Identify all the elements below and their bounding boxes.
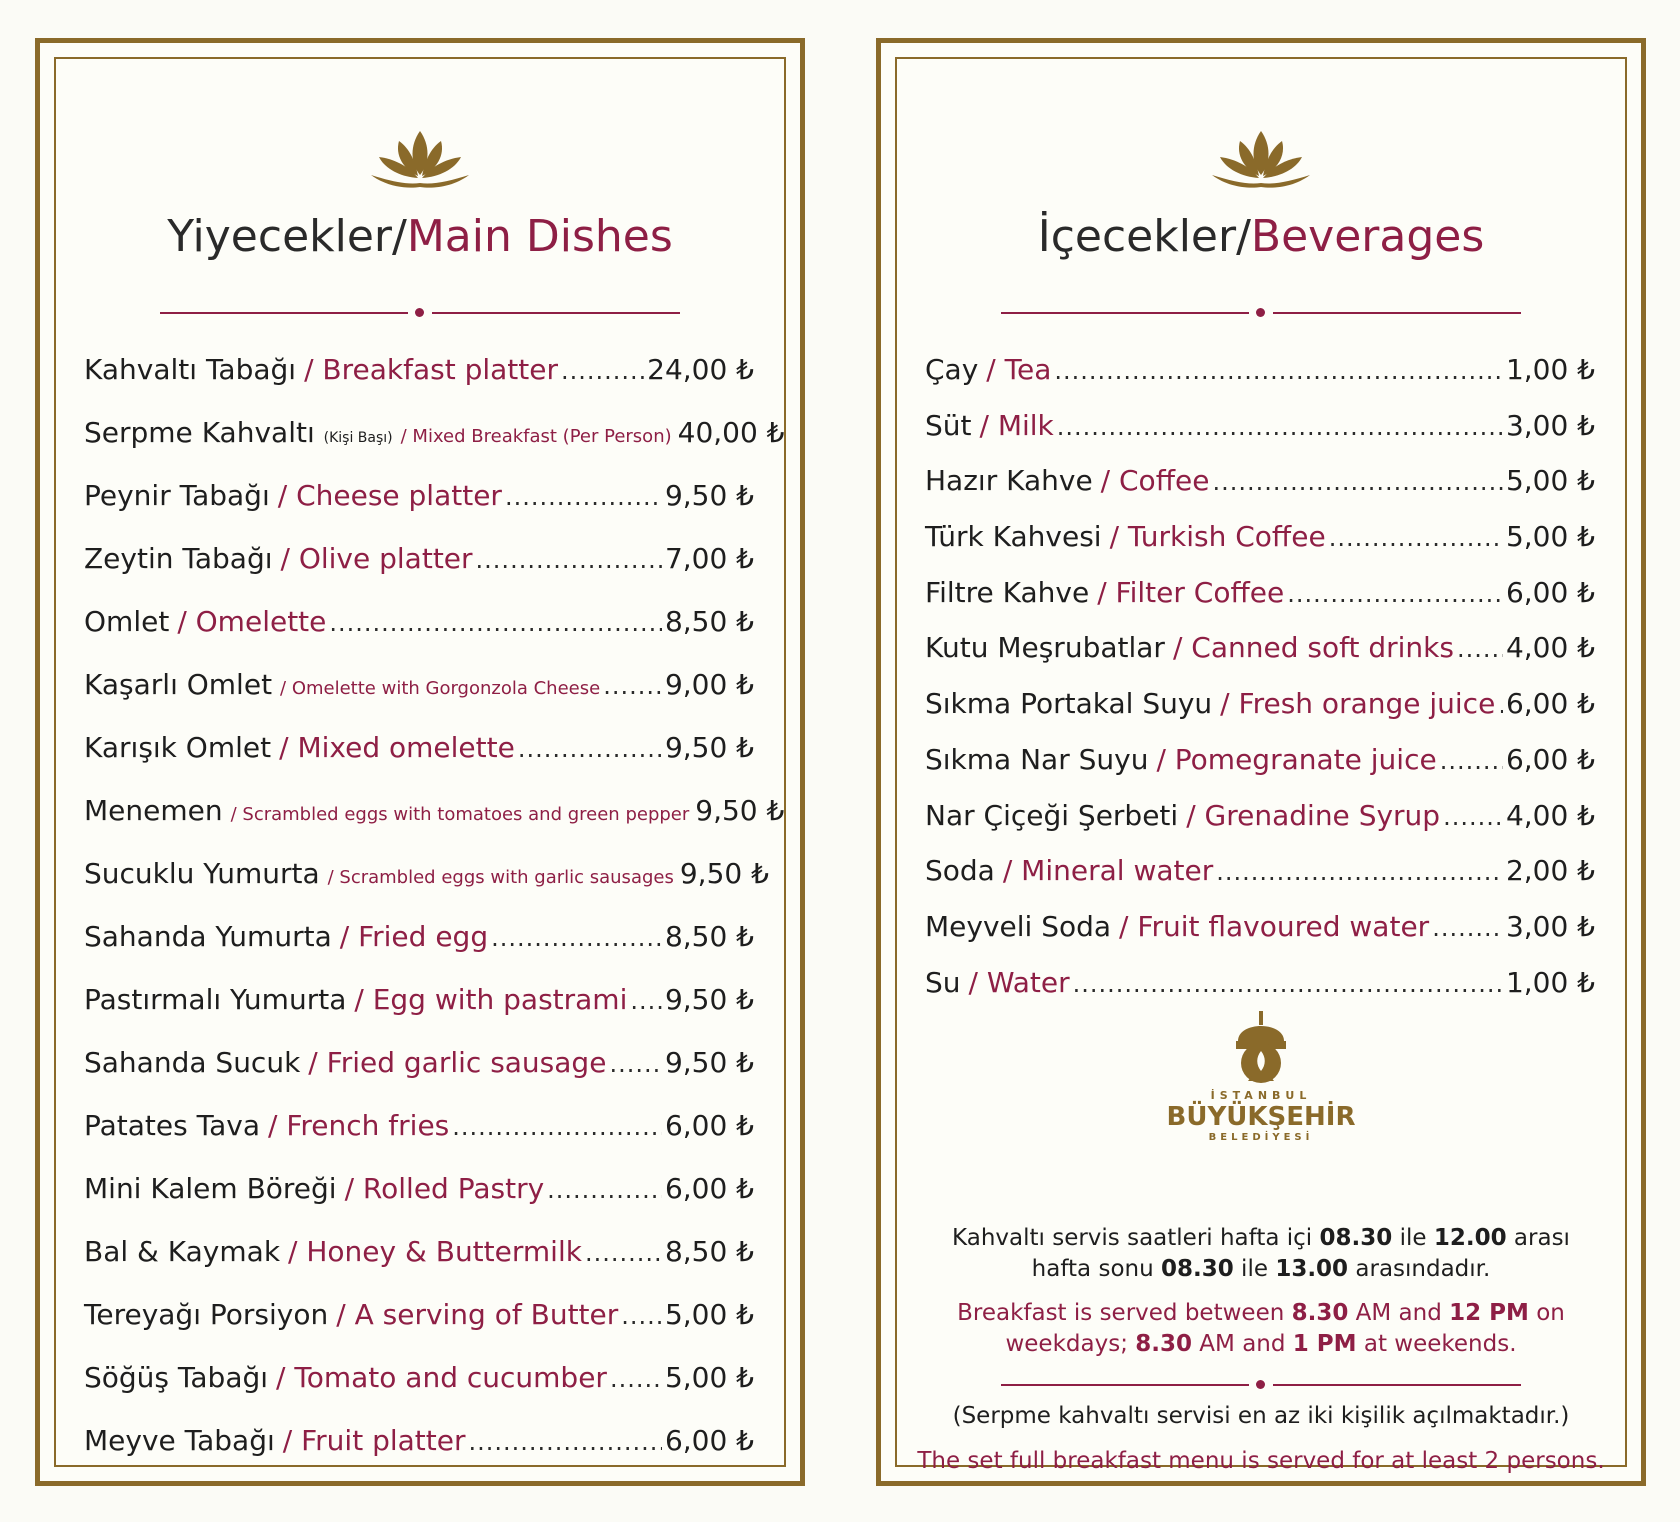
item-name-en: / Coffee (1100, 464, 1210, 498)
heading-divider (160, 307, 680, 319)
menu-item (925, 799, 1595, 855)
lotus-icon (1206, 123, 1316, 193)
item-name-tr: Sucuklu Yumurta (84, 857, 320, 890)
main-dishes-heading (40, 211, 800, 262)
item-name-tr: Su (925, 965, 961, 999)
item-price: 9,50 ₺ (664, 731, 754, 764)
dot-leader (1498, 691, 1503, 719)
item-price: 6,00 ₺ (664, 1172, 754, 1205)
menu-item (84, 1046, 754, 1109)
item-name-tr: Filtre Kahve (925, 575, 1090, 609)
dot-leader (561, 357, 644, 385)
item-name-en: / Olive platter (280, 542, 473, 575)
minimum-persons-tr: (Serpme kahvaltı servisi en az iki kişilik açılmaktadır.) (952, 1403, 1570, 1429)
item-price: 7,00 ₺ (664, 542, 754, 575)
main-dishes-list (84, 353, 785, 1487)
item-name-tr: Mini Kalem Böreği (84, 1172, 337, 1205)
item-price: 6,00 ₺ (1505, 575, 1595, 609)
item-price: 8,50 ₺ (664, 1235, 754, 1268)
istanbul-municipality-logo (1161, 1011, 1361, 1143)
item-name-tr: Serpme Kahvaltı (Kişi Başı) (84, 416, 393, 449)
item-name-tr: Bal & Kaymak (84, 1235, 281, 1268)
menu-item (84, 794, 785, 857)
dot-leader (1054, 357, 1503, 385)
item-name-en: / Omelette (177, 605, 327, 638)
item-name-en: / Scrambled eggs with tomatoes and green pepper (230, 804, 690, 825)
item-price: 9,00 ₺ (664, 668, 754, 701)
menu-item (84, 1109, 754, 1172)
item-name-en: / French fries (267, 1109, 450, 1142)
dot-leader (469, 1428, 662, 1456)
heading-en: Beverages (1250, 211, 1485, 262)
item-name-tr: Zeytin Tabağı (84, 542, 273, 575)
item-price: 1,00 ₺ (1505, 353, 1595, 386)
menu-item (84, 668, 754, 731)
dot-leader (476, 546, 662, 574)
menu-item (925, 743, 1595, 799)
menu-item (84, 983, 754, 1046)
item-price: 5,00 ₺ (1505, 520, 1595, 554)
dot-leader (1329, 524, 1503, 552)
menu-item (84, 857, 769, 920)
dot-leader (491, 924, 662, 952)
item-price: 2,00 ₺ (1505, 854, 1595, 888)
menu-item (84, 1424, 754, 1487)
item-name-en: / Fruit platter (282, 1424, 466, 1457)
item-name-en: / Cheese platter (277, 479, 502, 512)
beverages-panel (876, 38, 1646, 1486)
dot-leader (452, 1113, 662, 1141)
dot-leader (1443, 803, 1503, 831)
item-price: 4,00 ₺ (1505, 631, 1595, 665)
heading-en: Main Dishes (406, 211, 673, 262)
dot-leader (1073, 970, 1503, 998)
item-name-tr: Kutu Meşrubatlar (925, 631, 1165, 665)
item-name-tr: Çay (925, 353, 979, 386)
dot-leader (505, 483, 662, 511)
item-name-tr: Menemen (84, 794, 223, 827)
dot-leader (610, 1365, 662, 1393)
item-name-tr: Soda (925, 854, 995, 888)
item-name-tr: Peynir Tabağı (84, 479, 270, 512)
item-price: 9,50 ₺ (664, 983, 754, 1016)
menu-item (925, 520, 1595, 576)
menu-item (84, 605, 754, 668)
item-price: 24,00 ₺ (647, 353, 754, 386)
menu-item (925, 464, 1595, 520)
logo-line-3: BELEDİYESİ (1208, 1132, 1314, 1143)
dot-leader (518, 735, 662, 763)
item-name-tr: Süt (925, 408, 972, 442)
menu-item (84, 731, 754, 794)
item-name-tr: Meyve Tabağı (84, 1424, 275, 1457)
item-name-tr: Pastırmalı Yumurta (84, 983, 347, 1016)
menu-item (84, 353, 754, 416)
breakfast-hours-tr: Kahvaltı servis saatleri hafta içi 08.30 ile 12.00 arası hafta sonu 08.30 ile 13.00 arasındadır. (952, 1225, 1570, 1282)
main-dishes-panel (35, 38, 805, 1486)
dot-leader (329, 609, 662, 637)
menu-item (925, 910, 1595, 966)
heading-tr: Yiyecekler/ (167, 211, 407, 262)
menu-item (84, 416, 785, 479)
breakfast-hours-en: Breakfast is served between 8.30 AM and 12 PM on weekdays; 8.30 AM and 1 PM at weekends. (957, 1300, 1565, 1357)
item-name-en: / Fruit flavoured water (1119, 909, 1430, 943)
item-name-en: / Omelette with Gorgonzola Cheese (280, 678, 601, 699)
item-name-tr: Omlet (84, 605, 170, 638)
menu-item (925, 576, 1595, 632)
item-price: 3,00 ₺ (1505, 909, 1595, 943)
item-name-tr: Kahvaltı Tabağı (84, 353, 297, 386)
item-name-tr: Sahanda Yumurta (84, 920, 332, 953)
item-price: 8,50 ₺ (664, 605, 754, 638)
menu-item (925, 409, 1595, 465)
item-price: 9,50 ₺ (664, 479, 754, 512)
item-name-tr: Sıkma Portakal Suyu (925, 687, 1213, 721)
item-name-tr: Söğüş Tabağı (84, 1361, 269, 1394)
item-name-tr: Kaşarlı Omlet (84, 668, 273, 701)
menu-item (84, 1361, 754, 1424)
logo-line-2: BÜYÜKŞEHİR (1166, 1102, 1356, 1132)
item-price: 3,00 ₺ (1505, 408, 1595, 442)
item-price: 1,00 ₺ (1505, 965, 1595, 999)
dot-leader (630, 987, 662, 1015)
tulip-emblem-icon (1226, 1011, 1296, 1087)
item-name-en: / Mixed Breakfast (Per Person) (400, 426, 672, 447)
dot-leader (1457, 635, 1503, 663)
item-name-en: / Breakfast platter (304, 353, 558, 386)
item-name-tr: Sıkma Nar Suyu (925, 742, 1149, 776)
item-name-en: / Milk (979, 408, 1054, 442)
item-name-en: / Scrambled eggs with garlic sausages (327, 867, 674, 888)
item-name-en: / Water (968, 965, 1070, 999)
item-name-en: / Fried egg (339, 920, 489, 953)
dot-leader (621, 1302, 662, 1330)
dot-leader (1440, 747, 1503, 775)
item-price: 5,00 ₺ (1505, 464, 1595, 498)
dot-leader (1216, 858, 1503, 886)
item-name-tr: Sahanda Sucuk (84, 1046, 301, 1079)
item-name-tr: Patates Tava (84, 1109, 260, 1142)
item-name-tr: Meyveli Soda (925, 909, 1112, 943)
item-name-en: / Grenadine Syrup (1186, 798, 1441, 832)
item-price: 6,00 ₺ (1505, 742, 1595, 776)
item-name-en: / A serving of Butter (336, 1298, 619, 1331)
menu-item (84, 920, 754, 983)
item-name-en: / Tomato and cucumber (276, 1361, 607, 1394)
menu-item (925, 353, 1595, 409)
dot-leader (547, 1176, 662, 1204)
item-name-en: / Egg with pastrami (354, 983, 628, 1016)
item-price: 8,50 ₺ (664, 920, 754, 953)
menu-item (84, 479, 754, 542)
item-name-en: / Turkish Coffee (1109, 520, 1326, 554)
beverages-list (925, 353, 1595, 1021)
menu-item (84, 1298, 754, 1361)
item-note-tr: (Kişi Başı) (323, 430, 393, 446)
item-name-tr: Türk Kahvesi (925, 520, 1102, 554)
item-name-en: / Honey & Buttermilk (288, 1235, 582, 1268)
item-name-tr: Nar Çiçeği Şerbeti (925, 798, 1179, 832)
menu-item (84, 1235, 754, 1298)
item-name-tr: Hazır Kahve (925, 464, 1093, 498)
item-price: 9,50 ₺ (679, 857, 769, 890)
notes-divider (1001, 1379, 1521, 1391)
dot-leader (609, 1050, 662, 1078)
item-price: 5,00 ₺ (664, 1298, 754, 1331)
item-price: 6,00 ₺ (1505, 687, 1595, 721)
dot-leader (1057, 413, 1503, 441)
item-price: 9,50 ₺ (695, 794, 785, 827)
dot-leader (603, 672, 662, 700)
item-price: 6,00 ₺ (664, 1424, 754, 1457)
dot-leader (1212, 468, 1503, 496)
logo-line-1: İSTANBUL (1210, 1089, 1312, 1102)
dot-leader (1287, 580, 1503, 608)
dot-leader (585, 1239, 662, 1267)
dot-leader (1432, 914, 1503, 942)
item-name-en: / Pomegranate juice (1156, 742, 1437, 776)
item-name-en: / Mixed omelette (279, 731, 515, 764)
menu-item (84, 1172, 754, 1235)
item-name-en: / Rolled Pastry (344, 1172, 545, 1205)
item-name-en: / Tea (986, 353, 1052, 386)
item-price: 6,00 ₺ (664, 1109, 754, 1142)
lotus-icon (365, 123, 475, 193)
menu-item (925, 854, 1595, 910)
menu-item (925, 687, 1595, 743)
beverages-heading (881, 211, 1641, 262)
item-name-en: / Filter Coffee (1097, 575, 1285, 609)
item-name-en: / Fresh orange juice (1220, 687, 1496, 721)
item-price: 40,00 ₺ (677, 416, 785, 449)
item-name-tr: Tereyağı Porsiyon (84, 1298, 329, 1331)
menu-item (84, 542, 754, 605)
heading-divider (1001, 307, 1521, 319)
item-price: 9,50 ₺ (664, 1046, 754, 1079)
item-name-en: / Fried garlic sausage (308, 1046, 607, 1079)
item-price: 5,00 ₺ (664, 1361, 754, 1394)
item-name-en: / Canned soft drinks (1172, 631, 1454, 665)
item-name-en: / Mineral water (1002, 854, 1214, 888)
minimum-persons-en: The set full breakfast menu is served for at least 2 persons. (917, 1448, 1605, 1474)
menu-item (925, 631, 1595, 687)
item-price: 4,00 ₺ (1505, 798, 1595, 832)
item-name-tr: Karışık Omlet (84, 731, 272, 764)
heading-tr: İçecekler/ (1037, 211, 1251, 262)
